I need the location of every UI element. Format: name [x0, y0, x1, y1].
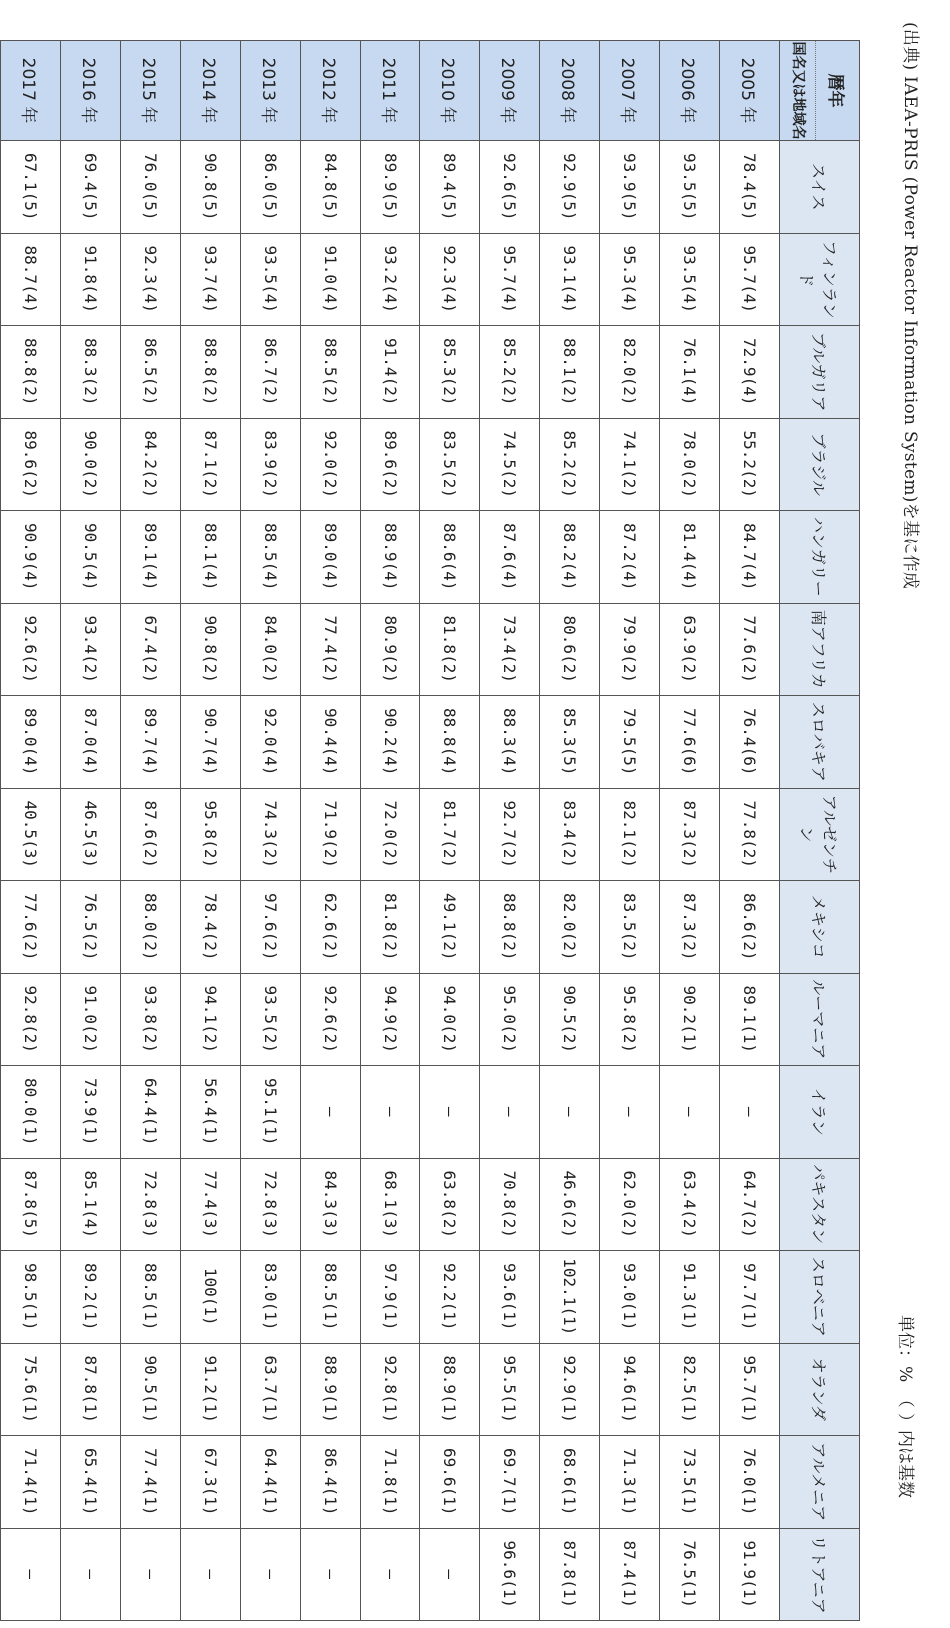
- value-cell: 92.0(2): [300, 418, 360, 511]
- value-cell: 88.2(4): [540, 511, 600, 604]
- country-header: ブラジル: [780, 418, 860, 511]
- value-cell: 80.6(2): [540, 603, 600, 696]
- value-cell: 76.0(5): [120, 141, 180, 234]
- value-cell: ―: [1, 1528, 61, 1621]
- value-cell: ―: [180, 1528, 240, 1621]
- value-cell: 76.5(2): [60, 881, 120, 974]
- year-row: [120, 41, 180, 1621]
- year-row: [240, 41, 300, 1621]
- value-cell: 95.8(2): [600, 973, 660, 1066]
- value-cell: 95.5(1): [480, 1343, 540, 1436]
- value-cell: ―: [420, 1066, 480, 1159]
- value-cell: 63.7(1): [240, 1343, 300, 1436]
- value-cell: 81.4(4): [660, 511, 720, 604]
- value-cell: 92.8(1): [360, 1343, 420, 1436]
- value-cell: 83.0(1): [240, 1251, 300, 1344]
- value-cell: 90.0(2): [60, 418, 120, 511]
- value-cell: 88.7(4): [1, 233, 61, 326]
- value-cell: 64.4(1): [240, 1436, 300, 1529]
- year-row: [720, 41, 780, 1621]
- value-cell: 63.8(2): [420, 1158, 480, 1251]
- value-cell: 93.9(5): [600, 141, 660, 234]
- country-header: メキシコ: [780, 881, 860, 974]
- value-cell: 90.5(4): [60, 511, 120, 604]
- value-cell: 67.1(5): [1, 141, 61, 234]
- value-cell: 76.0(1): [720, 1436, 780, 1529]
- value-cell: 92.6(2): [300, 973, 360, 1066]
- value-cell: 87.0(4): [60, 696, 120, 789]
- value-cell: 46.5(3): [60, 788, 120, 881]
- value-cell: 89.0(4): [1, 696, 61, 789]
- value-cell: 93.2(4): [360, 233, 420, 326]
- value-cell: 95.0(2): [480, 973, 540, 1066]
- year-row: [60, 41, 120, 1621]
- value-cell: 80.0(1): [1, 1066, 61, 1159]
- value-cell: 89.6(2): [1, 418, 61, 511]
- value-cell: 95.1(1): [240, 1066, 300, 1159]
- value-cell: 98.5(1): [1, 1251, 61, 1344]
- country-header: スロバキア: [780, 696, 860, 789]
- value-cell: ―: [120, 1528, 180, 1621]
- value-cell: 83.5(2): [600, 881, 660, 974]
- value-cell: 94.9(2): [360, 973, 420, 1066]
- country-header: オランダ: [780, 1343, 860, 1436]
- value-cell: 93.6(1): [480, 1251, 540, 1344]
- value-cell: 93.5(4): [660, 233, 720, 326]
- year-header: 2005 年: [720, 41, 780, 141]
- value-cell: 40.5(3): [1, 788, 61, 881]
- value-cell: 88.0(2): [120, 881, 180, 974]
- value-cell: 86.5(2): [120, 326, 180, 419]
- value-cell: 82.0(2): [600, 326, 660, 419]
- value-cell: ―: [300, 1066, 360, 1159]
- value-cell: 86.4(1): [300, 1436, 360, 1529]
- value-cell: 81.8(2): [420, 603, 480, 696]
- year-row: [420, 41, 480, 1621]
- year-header: 2007 年: [600, 41, 660, 141]
- value-cell: 77.4(3): [180, 1158, 240, 1251]
- value-cell: 77.8(2): [720, 788, 780, 881]
- value-cell: 72.9(4): [720, 326, 780, 419]
- value-cell: 79.5(5): [600, 696, 660, 789]
- value-cell: 92.9(5): [540, 141, 600, 234]
- value-cell: 87.3(2): [660, 881, 720, 974]
- value-cell: 95.7(4): [720, 233, 780, 326]
- value-cell: ―: [600, 1066, 660, 1159]
- value-cell: 85.1(4): [60, 1158, 120, 1251]
- value-cell: 89.0(4): [300, 511, 360, 604]
- value-cell: 74.1(2): [600, 418, 660, 511]
- value-cell: 89.2(1): [60, 1251, 120, 1344]
- value-cell: 76.1(4): [660, 326, 720, 419]
- value-cell: 88.8(4): [420, 696, 480, 789]
- value-cell: 89.9(5): [360, 141, 420, 234]
- country-header: スロベニア: [780, 1251, 860, 1344]
- value-cell: 77.6(6): [660, 696, 720, 789]
- value-cell: 92.6(2): [1, 603, 61, 696]
- value-cell: 74.3(2): [240, 788, 300, 881]
- value-cell: 81.7(2): [420, 788, 480, 881]
- year-row: [180, 41, 240, 1621]
- value-cell: 81.8(2): [360, 881, 420, 974]
- value-cell: 91.2(1): [180, 1343, 240, 1436]
- value-cell: 46.6(2): [540, 1158, 600, 1251]
- value-cell: 83.9(2): [240, 418, 300, 511]
- value-cell: 88.5(1): [300, 1251, 360, 1344]
- value-cell: 86.6(2): [720, 881, 780, 974]
- value-cell: 90.8(2): [180, 603, 240, 696]
- value-cell: 93.5(5): [660, 141, 720, 234]
- value-cell: 88.8(2): [180, 326, 240, 419]
- value-cell: 93.5(4): [240, 233, 300, 326]
- value-cell: 88.1(4): [180, 511, 240, 604]
- value-cell: ―: [360, 1066, 420, 1159]
- value-cell: 94.0(2): [420, 973, 480, 1066]
- year-row: [1, 41, 61, 1621]
- value-cell: 87.6(4): [480, 511, 540, 604]
- value-cell: 93.4(2): [60, 603, 120, 696]
- value-cell: 84.3(3): [300, 1158, 360, 1251]
- value-cell: 89.4(5): [420, 141, 480, 234]
- value-cell: 94.1(2): [180, 973, 240, 1066]
- value-cell: 77.4(2): [300, 603, 360, 696]
- country-header: リトアニア: [780, 1528, 860, 1621]
- value-cell: 87.8(1): [60, 1343, 120, 1436]
- value-cell: ―: [420, 1528, 480, 1621]
- value-cell: 69.4(5): [60, 141, 120, 234]
- year-header: 2017 年: [1, 41, 61, 141]
- year-header: 2016 年: [60, 41, 120, 141]
- year-header: 2010 年: [420, 41, 480, 141]
- value-cell: 89.1(1): [720, 973, 780, 1066]
- country-axis-label: 国名又は地域名: [789, 41, 806, 140]
- value-cell: 73.5(1): [660, 1436, 720, 1529]
- value-cell: 92.9(1): [540, 1343, 600, 1436]
- year-header: 2015 年: [120, 41, 180, 141]
- value-cell: 88.9(1): [300, 1343, 360, 1436]
- value-cell: 88.8(2): [480, 881, 540, 974]
- value-cell: 87.8(1): [540, 1528, 600, 1621]
- value-cell: 83.4(2): [540, 788, 600, 881]
- value-cell: 76.4(6): [720, 696, 780, 789]
- year-header: 2008 年: [540, 41, 600, 141]
- value-cell: 100(1): [180, 1251, 240, 1344]
- value-cell: 91.8(4): [60, 233, 120, 326]
- value-cell: 92.6(5): [480, 141, 540, 234]
- country-header: 南アフリカ: [780, 603, 860, 696]
- value-cell: 90.7(4): [180, 696, 240, 789]
- unit-note: 単位：% （ ）内は基数: [895, 1315, 915, 1499]
- value-cell: 88.9(4): [360, 511, 420, 604]
- value-cell: 97.7(1): [720, 1251, 780, 1344]
- value-cell: 90.5(1): [120, 1343, 180, 1436]
- value-cell: 68.1(3): [360, 1158, 420, 1251]
- value-cell: 62.0(2): [600, 1158, 660, 1251]
- value-cell: 69.6(1): [420, 1436, 480, 1529]
- value-cell: ―: [720, 1066, 780, 1159]
- country-header: ハンガリー: [780, 511, 860, 604]
- value-cell: 89.1(4): [120, 511, 180, 604]
- year-header: 2014 年: [180, 41, 240, 141]
- value-cell: 76.5(1): [660, 1528, 720, 1621]
- value-cell: 85.3(5): [540, 696, 600, 789]
- country-header: ブルガリア: [780, 326, 860, 419]
- value-cell: 91.9(1): [720, 1528, 780, 1621]
- value-cell: 95.7(4): [480, 233, 540, 326]
- value-cell: 88.9(1): [420, 1343, 480, 1436]
- value-cell: 89.6(2): [360, 418, 420, 511]
- value-cell: 73.9(1): [60, 1066, 120, 1159]
- value-cell: 92.7(2): [480, 788, 540, 881]
- source-note: (出典) IAEA-PRIS (Power Reactor Information System)を基に作成: [900, 22, 920, 590]
- value-cell: 95.7(1): [720, 1343, 780, 1436]
- value-cell: 88.5(1): [120, 1251, 180, 1344]
- value-cell: ―: [660, 1066, 720, 1159]
- value-cell: 82.1(2): [600, 788, 660, 881]
- value-cell: 72.8(3): [120, 1158, 180, 1251]
- value-cell: 85.2(2): [540, 418, 600, 511]
- value-cell: 77.4(1): [120, 1436, 180, 1529]
- value-cell: 56.4(1): [180, 1066, 240, 1159]
- country-header: スイス: [780, 141, 860, 234]
- value-cell: 91.0(4): [300, 233, 360, 326]
- value-cell: ―: [480, 1066, 540, 1159]
- value-cell: 64.7(2): [720, 1158, 780, 1251]
- value-cell: 96.6(1): [480, 1528, 540, 1621]
- value-cell: 93.0(1): [600, 1251, 660, 1344]
- value-cell: 87.6(2): [120, 788, 180, 881]
- capacity-factor-table: [0, 40, 860, 1621]
- value-cell: 85.3(2): [420, 326, 480, 419]
- value-cell: 78.4(2): [180, 881, 240, 974]
- value-cell: 62.6(2): [300, 881, 360, 974]
- value-cell: 94.6(1): [600, 1343, 660, 1436]
- value-cell: ―: [540, 1066, 600, 1159]
- country-header-row: [780, 41, 860, 1621]
- value-cell: 88.5(4): [240, 511, 300, 604]
- value-cell: 86.0(5): [240, 141, 300, 234]
- year-header: 2006 年: [660, 41, 720, 141]
- value-cell: 78.0(2): [660, 418, 720, 511]
- value-cell: 70.8(2): [480, 1158, 540, 1251]
- value-cell: 67.3(1): [180, 1436, 240, 1529]
- value-cell: ―: [240, 1528, 300, 1621]
- country-header: イラン: [780, 1066, 860, 1159]
- value-cell: 87.4(1): [600, 1528, 660, 1621]
- year-row: [600, 41, 660, 1621]
- value-cell: 90.2(1): [660, 973, 720, 1066]
- value-cell: 93.5(2): [240, 973, 300, 1066]
- value-cell: 90.5(2): [540, 973, 600, 1066]
- value-cell: 63.4(2): [660, 1158, 720, 1251]
- value-cell: 88.6(4): [420, 511, 480, 604]
- country-header: フィンランド: [780, 233, 860, 326]
- value-cell: ―: [300, 1528, 360, 1621]
- value-cell: 67.4(2): [120, 603, 180, 696]
- value-cell: 64.4(1): [120, 1066, 180, 1159]
- value-cell: 55.2(2): [720, 418, 780, 511]
- value-cell: 92.3(4): [120, 233, 180, 326]
- value-cell: 88.8(2): [1, 326, 61, 419]
- value-cell: 95.8(2): [180, 788, 240, 881]
- value-cell: 78.4(5): [720, 141, 780, 234]
- value-cell: 92.8(2): [1, 973, 61, 1066]
- value-cell: 84.0(2): [240, 603, 300, 696]
- value-cell: 79.9(2): [600, 603, 660, 696]
- value-cell: 92.3(4): [420, 233, 480, 326]
- table-corner-header: [780, 41, 860, 141]
- value-cell: 93.1(4): [540, 233, 600, 326]
- value-cell: 77.6(2): [1, 881, 61, 974]
- value-cell: 71.4(1): [1, 1436, 61, 1529]
- value-cell: 95.3(4): [600, 233, 660, 326]
- value-cell: ―: [360, 1528, 420, 1621]
- value-cell: 84.8(5): [300, 141, 360, 234]
- year-header: 2009 年: [480, 41, 540, 141]
- year-header: 2011 年: [360, 41, 420, 141]
- value-cell: 87.2(4): [600, 511, 660, 604]
- value-cell: 74.5(2): [480, 418, 540, 511]
- value-cell: 85.2(2): [480, 326, 540, 419]
- value-cell: 86.7(2): [240, 326, 300, 419]
- year-axis-label: 暦年: [815, 41, 859, 140]
- value-cell: 91.3(1): [660, 1251, 720, 1344]
- value-cell: 91.0(2): [60, 973, 120, 1066]
- value-cell: 90.8(5): [180, 141, 240, 234]
- value-cell: 92.2(1): [420, 1251, 480, 1344]
- value-cell: ―: [60, 1528, 120, 1621]
- value-cell: 90.2(4): [360, 696, 420, 789]
- value-cell: 88.1(2): [540, 326, 600, 419]
- value-cell: 102.1(1): [540, 1251, 600, 1344]
- value-cell: 71.9(2): [300, 788, 360, 881]
- value-cell: 69.7(1): [480, 1436, 540, 1529]
- value-cell: 87.1(2): [180, 418, 240, 511]
- value-cell: 77.6(2): [720, 603, 780, 696]
- value-cell: 75.6(1): [1, 1343, 61, 1436]
- value-cell: 87.8(5): [1, 1158, 61, 1251]
- value-cell: 93.8(2): [120, 973, 180, 1066]
- value-cell: 93.7(4): [180, 233, 240, 326]
- value-cell: 65.4(1): [60, 1436, 120, 1529]
- value-cell: 88.3(4): [480, 696, 540, 789]
- value-cell: 82.0(2): [540, 881, 600, 974]
- value-cell: 68.6(1): [540, 1436, 600, 1529]
- value-cell: 91.4(2): [360, 326, 420, 419]
- value-cell: 71.3(1): [600, 1436, 660, 1529]
- value-cell: 89.7(4): [120, 696, 180, 789]
- value-cell: 49.1(2): [420, 881, 480, 974]
- year-row: [540, 41, 600, 1621]
- country-header: ルーマニア: [780, 973, 860, 1066]
- value-cell: 73.4(2): [480, 603, 540, 696]
- value-cell: 97.6(2): [240, 881, 300, 974]
- year-header: 2013 年: [240, 41, 300, 141]
- value-cell: 90.4(4): [300, 696, 360, 789]
- year-row: [360, 41, 420, 1621]
- value-cell: 84.7(4): [720, 511, 780, 604]
- value-cell: 84.2(2): [120, 418, 180, 511]
- value-cell: 97.9(1): [360, 1251, 420, 1344]
- year-header: 2012 年: [300, 41, 360, 141]
- year-row: [300, 41, 360, 1621]
- value-cell: 90.9(4): [1, 511, 61, 604]
- value-cell: 82.5(1): [660, 1343, 720, 1436]
- country-header: パキスタン: [780, 1158, 860, 1251]
- country-header: アルメニア: [780, 1436, 860, 1529]
- value-cell: 72.8(3): [240, 1158, 300, 1251]
- value-cell: 87.3(2): [660, 788, 720, 881]
- value-cell: 92.0(4): [240, 696, 300, 789]
- year-row: [480, 41, 540, 1621]
- value-cell: 71.8(1): [360, 1436, 420, 1529]
- value-cell: 88.3(2): [60, 326, 120, 419]
- value-cell: 63.9(2): [660, 603, 720, 696]
- value-cell: 83.5(2): [420, 418, 480, 511]
- value-cell: 80.9(2): [360, 603, 420, 696]
- country-header: アルゼンチン: [780, 788, 860, 881]
- value-cell: 88.5(2): [300, 326, 360, 419]
- value-cell: 72.0(2): [360, 788, 420, 881]
- year-row: [660, 41, 720, 1621]
